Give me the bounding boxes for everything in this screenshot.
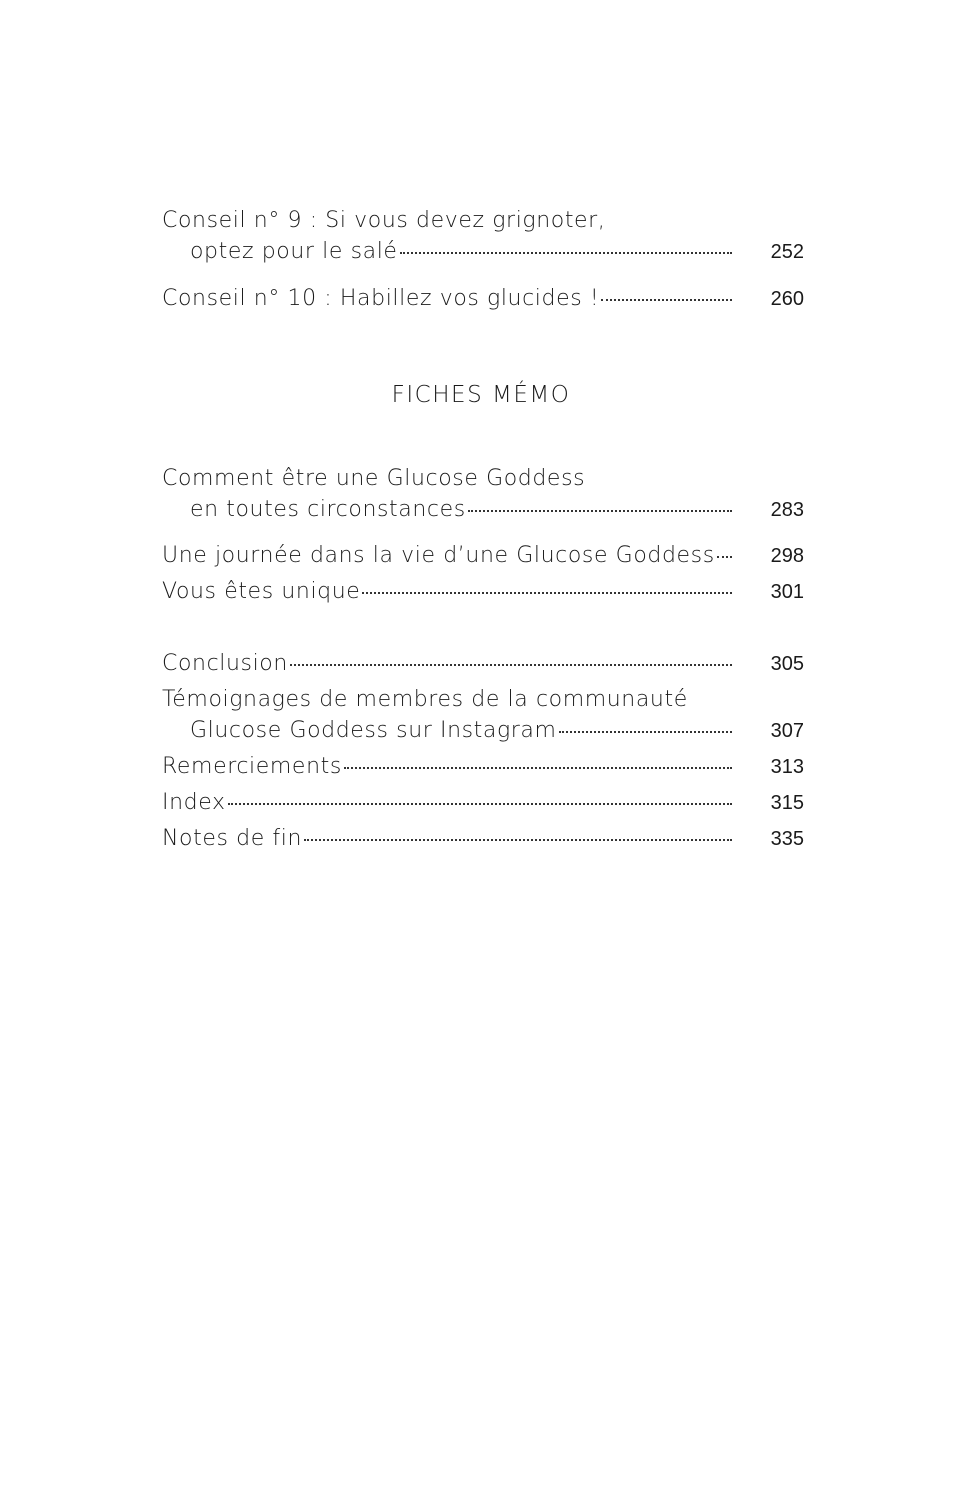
- dot-leader: [304, 839, 732, 841]
- toc-entry-label: Glucose Goddess sur Instagram: [190, 718, 557, 743]
- toc-entry-title-line: Conseil n° 9 : Si vous devez grignoter,: [162, 208, 606, 233]
- toc-entry-leader-line: [162, 576, 804, 608]
- dot-leader: [400, 252, 732, 254]
- toc-entry-leader-line: [162, 648, 804, 680]
- toc-entry-leader-line: [162, 823, 804, 855]
- dot-leader: [362, 592, 732, 594]
- toc-entry-leader-line: [162, 494, 804, 526]
- toc-entry-label: Vous êtes unique: [162, 579, 361, 604]
- toc-entry-label: Conseil n° 10 : Habillez vos glucides !: [162, 286, 600, 311]
- toc-entry-conseil-9: [162, 205, 804, 268]
- toc-entry-leader-line: [162, 715, 804, 747]
- toc-entry-title-line: Témoignages de membres de la communauté: [162, 687, 688, 712]
- toc-entry-temoignages: [162, 684, 804, 747]
- toc-entry-remerciements: [162, 751, 804, 783]
- toc-entry-label: optez pour le salé: [190, 239, 398, 264]
- toc-entry-title-line: Comment être une Glucose Goddess: [162, 466, 586, 491]
- toc-entry-conseil-10: [162, 283, 804, 315]
- toc-page-number: 252: [770, 241, 804, 263]
- dot-leader: [228, 803, 732, 805]
- toc-entry-label: en toutes circonstances: [190, 497, 466, 522]
- dot-leader: [601, 299, 732, 301]
- toc-page-number: 305: [770, 653, 804, 675]
- dot-leader: [468, 510, 732, 512]
- toc-entry-label: Index: [162, 790, 226, 815]
- toc-entry-leader-line: [162, 787, 804, 819]
- toc-entry-label: Remerciements: [162, 754, 342, 779]
- toc-entry-circonstances: [162, 463, 804, 526]
- toc-entry-leader-line: [162, 283, 804, 315]
- dot-leader: [717, 556, 732, 558]
- toc-page-number: 298: [770, 545, 804, 567]
- toc-entry-journee: [162, 540, 804, 572]
- dot-leader: [559, 731, 732, 733]
- toc-page-number: 307: [770, 720, 804, 742]
- toc-entry-label: Conclusion: [162, 651, 288, 676]
- toc-entry-leader-line: [162, 540, 804, 572]
- toc-entry-label: Notes de fin: [162, 826, 303, 851]
- toc-entry-leader-line: [162, 236, 804, 268]
- dot-leader: [290, 664, 732, 666]
- dot-leader: [344, 767, 732, 769]
- toc-page-number: 335: [770, 828, 804, 850]
- toc-entry-notes: [162, 823, 804, 855]
- toc-entry-conclusion: [162, 648, 804, 680]
- toc-entry-unique: [162, 576, 804, 608]
- toc-entry-index: [162, 787, 804, 819]
- toc-entry-leader-line: [162, 751, 804, 783]
- toc-page-number: 315: [770, 792, 804, 814]
- toc-page-number: 313: [770, 756, 804, 778]
- toc-entry-label: Une journée dans la vie d’une Glucose Goddess: [162, 543, 715, 568]
- toc-page-number: 301: [770, 581, 804, 603]
- toc-page-number: 260: [770, 288, 804, 310]
- section-heading: FICHES MÉMO: [391, 382, 571, 408]
- toc-page-number: 283: [770, 499, 804, 521]
